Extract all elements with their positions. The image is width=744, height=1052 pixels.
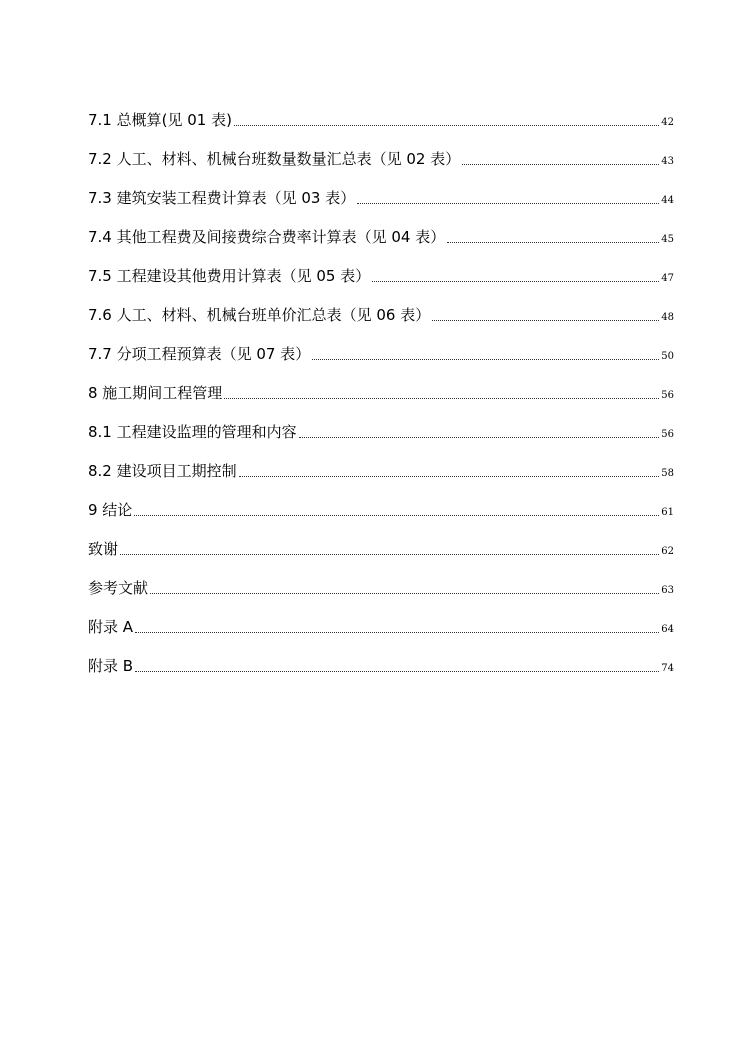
toc-entry[interactable] [88, 291, 674, 330]
toc-entry[interactable] [88, 564, 674, 603]
toc-entry-page: 58 [661, 468, 674, 479]
toc-entry-page: 48 [661, 312, 674, 323]
toc-entry[interactable] [88, 447, 674, 486]
toc-entry[interactable] [88, 135, 674, 174]
toc-entry-title: 参考文献 [88, 579, 149, 597]
toc-dot-leader [432, 320, 659, 321]
toc-dot-leader [135, 671, 659, 672]
toc-entry[interactable] [88, 642, 674, 681]
toc-dot-leader [134, 515, 659, 516]
toc-entry-page: 47 [661, 273, 674, 284]
toc-entry-title: 附录 B [88, 657, 134, 675]
toc-dot-leader [239, 476, 660, 477]
toc-entry-title: 7.4 其他工程费及间接费综合费率计算表（见 04 表） [88, 228, 446, 246]
toc-dot-leader [135, 632, 659, 633]
toc-entry[interactable] [88, 525, 674, 564]
toc-entry-title: 7.2 人工、材料、机械台班数量数量汇总表（见 02 表） [88, 150, 461, 168]
toc-entry-page: 56 [661, 429, 674, 440]
toc-entry[interactable] [88, 603, 674, 642]
toc-entry[interactable] [88, 408, 674, 447]
toc-entry-page: 63 [661, 585, 674, 596]
toc-entry-page: 62 [661, 546, 674, 557]
toc-entry-title: 8 施工期间工程管理 [88, 384, 223, 402]
toc-entry-title: 8.2 建设项目工期控制 [88, 462, 237, 480]
toc-dot-leader [312, 359, 659, 360]
toc-entry[interactable] [88, 252, 674, 291]
toc-entry-page: 43 [661, 156, 674, 167]
toc-dot-leader [150, 593, 659, 594]
toc-entry-page: 61 [661, 507, 674, 518]
toc-entry[interactable] [88, 174, 674, 213]
toc-dot-leader [299, 437, 660, 438]
toc-dot-leader [372, 281, 659, 282]
toc-entry-title: 附录 A [88, 618, 134, 636]
toc-entry-page: 74 [661, 663, 674, 674]
toc-entry[interactable] [88, 330, 674, 369]
toc-entry-page: 64 [661, 624, 674, 635]
toc-entry-page: 45 [661, 234, 674, 245]
toc-dot-leader [357, 203, 659, 204]
toc-entry-title: 7.7 分项工程预算表（见 07 表） [88, 345, 311, 363]
table-of-contents [88, 96, 674, 681]
toc-entry-page: 44 [661, 195, 674, 206]
toc-entry[interactable] [88, 96, 674, 135]
toc-entry-page: 50 [661, 351, 674, 362]
toc-entry-title: 致谢 [88, 540, 119, 558]
toc-entry-title: 8.1 工程建设监理的管理和内容 [88, 423, 297, 441]
toc-dot-leader [120, 554, 659, 555]
toc-entry[interactable] [88, 213, 674, 252]
toc-dot-leader [447, 242, 659, 243]
toc-dot-leader [234, 125, 659, 126]
toc-entry-title: 7.6 人工、材料、机械台班单价汇总表（见 06 表） [88, 306, 431, 324]
toc-entry-title: 9 结论 [88, 501, 133, 519]
toc-entry-page: 42 [661, 117, 674, 128]
toc-entry-page: 56 [661, 390, 674, 401]
toc-dot-leader [462, 164, 659, 165]
toc-entry-title: 7.3 建筑安装工程费计算表（见 03 表） [88, 189, 356, 207]
toc-entry[interactable] [88, 486, 674, 525]
toc-entry-title: 7.5 工程建设其他费用计算表（见 05 表） [88, 267, 371, 285]
toc-dot-leader [224, 398, 659, 399]
toc-entry[interactable] [88, 369, 674, 408]
toc-entry-title: 7.1 总概算(见 01 表) [88, 111, 232, 129]
